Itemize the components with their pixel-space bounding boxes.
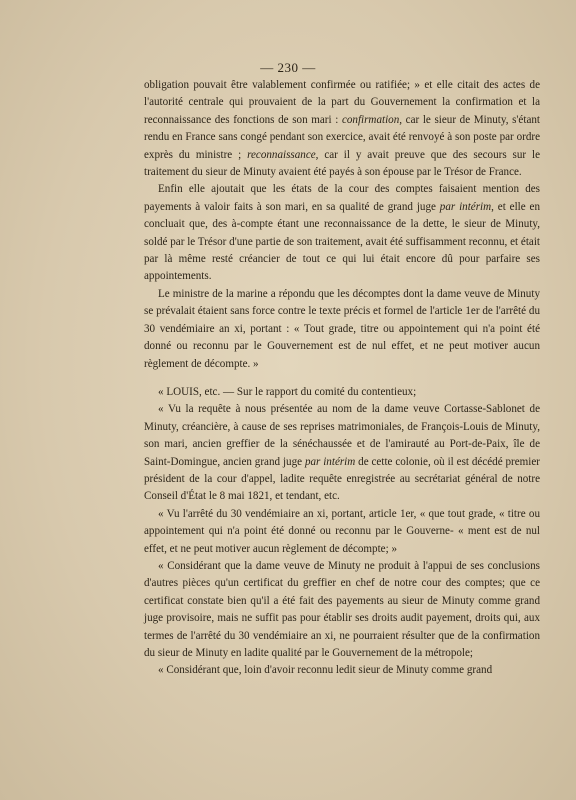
paragraph-2: Enfin elle ajoutait que les états de la cour des comptes faisaient mention des payements à valoir faits à son mari, en sa qualité de grand juge par intérim, et elle en concluait que, des à-compte étant une reconnaissance de la dette, le sieur de Minuty, soldé par le Trésor d'une partie de son traitement, avait été suffisamment reconnu, et était par là même resté créancier de tout ce qui lui était encore dû pour parfaire ses appointements.	[144, 183, 540, 283]
paragraph-1: obligation pouvait être valablement confirmée ou ratifiée; » et elle citait des actes de l'autorité centrale qui prouvaient de la part du Gouvernement la confirmation et la reconnaissance des fonctions de son mari : confirmation, car le sieur de Minuty, s'étant rendu en France sans congé pendant son exercice, avait été renvoyé à son poste par ordre exprès du ministre ; reconnaissance, car il y avait preuve que des secours sur le traitement du sieur de Minuty avaient été payés à son épouse par le Trésor de France.	[144, 79, 540, 179]
paragraph-considerant-1: « Considérant que la dame veuve de Minuty ne produit à l'appui de ses conclusions d'autres pièces qu'un certificat du greffier en chef de notre cour des comptes; que ce certificat constate bien qu'il a été fait des payements au sieur de Minuty comme grand juge provisoire, mais ne suffit pas pour établir ses droits audit payement, droits qui, aux termes de l'arrêté du 30 vendémiaire an xi, ne pourraient résulter que de la confirmation du sieur de Minuty en ladite qualité par le Gouvernement de la métropole;	[144, 559, 540, 659]
paragraph-vu-arrete: « Vu l'arrêté du 30 vendémiaire an xi, portant, article 1er, « que tout grade, « titre ou appointement qui n'a point été donné ou reconnu par le Gouverne- « ment est de nul effet, et ne peut motiver aucun règlement de décompte; »	[144, 507, 540, 555]
paragraph-considerant-2: « Considérant que, loin d'avoir reconnu ledit sieur de Minuty comme grand	[158, 664, 493, 677]
paragraph-vu-requete: « Vu la requête à nous présentée au nom de la dame veuve Cortasse-Sablonet de Minuty, créancière, à cause de ses reprises matrimoniales, de François-Louis de Minuty, son mari, ancien greffier de la sénéchaussée et de l'amirauté au Port-de-Paix, île de Saint-Domingue, ancien grand juge par intérim de cette colonie, où il est décédé premier président de la cour d'appel, ladite requête enregistrée au secrétariat général de notre Conseil d'État le 8 mai 1821, et tendant, etc.	[144, 403, 541, 503]
paragraph-3: Le ministre de la marine a répondu que les décomptes dont la dame veuve de Minuty se prévalait étaient sans force contre le texte précis et formel de l'article 1er de l'arrêté du 30 vendémiaire an xi, portant : « Tout grade, titre ou appointement qui n'a point été donné ou reconnu par le Gouvernement est de nul effet, et ne peut motiver aucun règlement de décompte. »	[144, 287, 540, 370]
page-number: — 230 —	[260, 60, 316, 75]
decree-opening: « LOUIS, etc. — Sur le rapport du comité du contentieux;	[158, 385, 417, 398]
body-text	[144, 77, 540, 680]
